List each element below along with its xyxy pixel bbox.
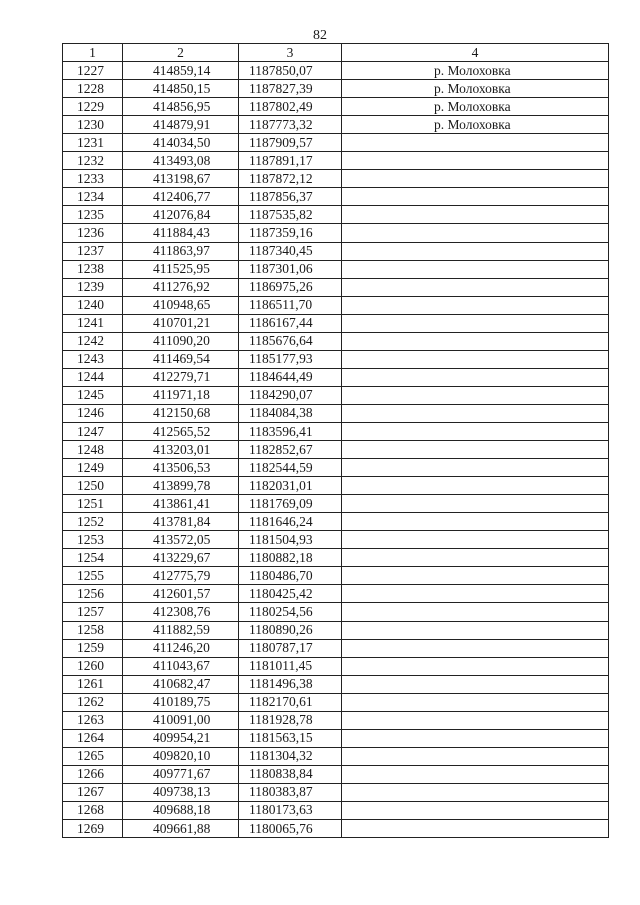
description-cell — [342, 495, 609, 513]
description-cell — [342, 350, 609, 368]
x-coordinate-cell: 409738,13 — [123, 783, 239, 801]
table-row — [63, 170, 609, 188]
point-number-cell: 1266 — [63, 765, 123, 783]
table-row — [63, 549, 609, 567]
point-number-cell: 1264 — [63, 729, 123, 747]
description-cell: р. Молоховка — [342, 116, 609, 134]
x-coordinate-cell: 413781,84 — [123, 513, 239, 531]
description-cell — [342, 531, 609, 549]
column-header-4: 4 — [342, 44, 609, 62]
x-coordinate-cell: 412076,84 — [123, 206, 239, 224]
point-number-cell: 1257 — [63, 603, 123, 621]
y-coordinate-cell: 1186975,26 — [239, 278, 342, 296]
description-cell — [342, 585, 609, 603]
table-row — [63, 242, 609, 260]
x-coordinate-cell: 411043,67 — [123, 657, 239, 675]
table-row — [63, 765, 609, 783]
column-header-2: 2 — [123, 44, 239, 62]
table-row — [63, 206, 609, 224]
table-row — [63, 116, 609, 134]
point-number-cell: 1238 — [63, 260, 123, 278]
point-number-cell: 1244 — [63, 368, 123, 386]
description-cell — [342, 693, 609, 711]
table-row — [63, 224, 609, 242]
x-coordinate-cell: 409661,88 — [123, 820, 239, 838]
description-cell — [342, 332, 609, 350]
description-cell — [342, 567, 609, 585]
description-cell — [342, 278, 609, 296]
point-number-cell: 1232 — [63, 152, 123, 170]
x-coordinate-cell: 414879,91 — [123, 116, 239, 134]
y-coordinate-cell: 1187359,16 — [239, 224, 342, 242]
description-cell — [342, 404, 609, 422]
x-coordinate-cell: 409954,21 — [123, 729, 239, 747]
point-number-cell: 1242 — [63, 332, 123, 350]
description-cell — [342, 368, 609, 386]
x-coordinate-cell: 414856,95 — [123, 98, 239, 116]
table-row — [63, 368, 609, 386]
point-number-cell: 1249 — [63, 459, 123, 477]
table-row — [63, 693, 609, 711]
x-coordinate-cell: 413572,05 — [123, 531, 239, 549]
point-number-cell: 1262 — [63, 693, 123, 711]
x-coordinate-cell: 414850,15 — [123, 80, 239, 98]
y-coordinate-cell: 1187891,17 — [239, 152, 342, 170]
description-cell — [342, 206, 609, 224]
point-number-cell: 1231 — [63, 134, 123, 152]
description-cell — [342, 711, 609, 729]
y-coordinate-cell: 1187850,07 — [239, 62, 342, 80]
y-coordinate-cell: 1180787,17 — [239, 639, 342, 657]
table-row — [63, 747, 609, 765]
table-row — [63, 278, 609, 296]
y-coordinate-cell: 1187856,37 — [239, 188, 342, 206]
point-number-cell: 1260 — [63, 657, 123, 675]
table-row — [63, 711, 609, 729]
table-row — [63, 729, 609, 747]
x-coordinate-cell: 413229,67 — [123, 549, 239, 567]
x-coordinate-cell: 412150,68 — [123, 404, 239, 422]
point-number-cell: 1229 — [63, 98, 123, 116]
y-coordinate-cell: 1187827,39 — [239, 80, 342, 98]
point-number-cell: 1234 — [63, 188, 123, 206]
table-row — [63, 657, 609, 675]
y-coordinate-cell: 1181769,09 — [239, 495, 342, 513]
x-coordinate-cell: 413861,41 — [123, 495, 239, 513]
x-coordinate-cell: 411863,97 — [123, 242, 239, 260]
y-coordinate-cell: 1181504,93 — [239, 531, 342, 549]
table-row — [63, 80, 609, 98]
y-coordinate-cell: 1180383,87 — [239, 783, 342, 801]
description-cell — [342, 603, 609, 621]
x-coordinate-cell: 410189,75 — [123, 693, 239, 711]
y-coordinate-cell: 1182031,01 — [239, 477, 342, 495]
description-cell: р. Молоховка — [342, 62, 609, 80]
x-coordinate-cell: 412279,71 — [123, 368, 239, 386]
x-coordinate-cell: 411882,59 — [123, 621, 239, 639]
coordinates-table — [62, 43, 609, 838]
y-coordinate-cell: 1184084,38 — [239, 404, 342, 422]
table-row — [63, 585, 609, 603]
x-coordinate-cell: 411525,95 — [123, 260, 239, 278]
y-coordinate-cell: 1184644,49 — [239, 368, 342, 386]
y-coordinate-cell: 1187340,45 — [239, 242, 342, 260]
x-coordinate-cell: 412601,57 — [123, 585, 239, 603]
y-coordinate-cell: 1180838,84 — [239, 765, 342, 783]
point-number-cell: 1239 — [63, 278, 123, 296]
description-cell — [342, 801, 609, 819]
description-cell — [342, 747, 609, 765]
table-row — [63, 801, 609, 819]
point-number-cell: 1252 — [63, 513, 123, 531]
table-row — [63, 441, 609, 459]
y-coordinate-cell: 1180486,70 — [239, 567, 342, 585]
x-coordinate-cell: 414859,14 — [123, 62, 239, 80]
y-coordinate-cell: 1187909,57 — [239, 134, 342, 152]
description-cell — [342, 621, 609, 639]
y-coordinate-cell: 1180882,18 — [239, 549, 342, 567]
x-coordinate-cell: 409820,10 — [123, 747, 239, 765]
x-coordinate-cell: 411276,92 — [123, 278, 239, 296]
y-coordinate-cell: 1182544,59 — [239, 459, 342, 477]
table-row — [63, 603, 609, 621]
point-number-cell: 1236 — [63, 224, 123, 242]
description-cell — [342, 422, 609, 440]
y-coordinate-cell: 1187802,49 — [239, 98, 342, 116]
y-coordinate-cell: 1187872,12 — [239, 170, 342, 188]
table-row — [63, 477, 609, 495]
x-coordinate-cell: 413203,01 — [123, 441, 239, 459]
x-coordinate-cell: 411469,54 — [123, 350, 239, 368]
description-cell — [342, 170, 609, 188]
x-coordinate-cell: 411090,20 — [123, 332, 239, 350]
y-coordinate-cell: 1183596,41 — [239, 422, 342, 440]
table-row — [63, 98, 609, 116]
point-number-cell: 1255 — [63, 567, 123, 585]
description-cell — [342, 296, 609, 314]
y-coordinate-cell: 1187773,32 — [239, 116, 342, 134]
x-coordinate-cell: 410701,21 — [123, 314, 239, 332]
table-row — [63, 260, 609, 278]
x-coordinate-cell: 413493,08 — [123, 152, 239, 170]
description-cell — [342, 639, 609, 657]
point-number-cell: 1259 — [63, 639, 123, 657]
table-row — [63, 296, 609, 314]
x-coordinate-cell: 414034,50 — [123, 134, 239, 152]
y-coordinate-cell: 1181304,32 — [239, 747, 342, 765]
column-header-1: 1 — [63, 44, 123, 62]
y-coordinate-cell: 1181011,45 — [239, 657, 342, 675]
table-row — [63, 513, 609, 531]
table-row — [63, 567, 609, 585]
table-row — [63, 639, 609, 657]
x-coordinate-cell: 409688,18 — [123, 801, 239, 819]
description-cell — [342, 459, 609, 477]
y-coordinate-cell: 1180254,56 — [239, 603, 342, 621]
description-cell — [342, 820, 609, 838]
description-cell: р. Молоховка — [342, 80, 609, 98]
x-coordinate-cell: 412406,77 — [123, 188, 239, 206]
point-number-cell: 1261 — [63, 675, 123, 693]
x-coordinate-cell: 413506,53 — [123, 459, 239, 477]
y-coordinate-cell: 1180425,42 — [239, 585, 342, 603]
description-cell — [342, 314, 609, 332]
table-row — [63, 495, 609, 513]
table-row — [63, 62, 609, 80]
x-coordinate-cell: 411884,43 — [123, 224, 239, 242]
point-number-cell: 1253 — [63, 531, 123, 549]
description-cell — [342, 152, 609, 170]
description-cell — [342, 260, 609, 278]
description-cell — [342, 242, 609, 260]
description-cell — [342, 657, 609, 675]
y-coordinate-cell: 1180890,26 — [239, 621, 342, 639]
table-row — [63, 621, 609, 639]
table-row — [63, 314, 609, 332]
page-number: 82 — [313, 28, 327, 43]
description-cell — [342, 441, 609, 459]
y-coordinate-cell: 1185676,64 — [239, 332, 342, 350]
point-number-cell: 1235 — [63, 206, 123, 224]
point-number-cell: 1237 — [63, 242, 123, 260]
y-coordinate-cell: 1182852,67 — [239, 441, 342, 459]
point-number-cell: 1254 — [63, 549, 123, 567]
description-cell — [342, 513, 609, 531]
table-row — [63, 188, 609, 206]
point-number-cell: 1241 — [63, 314, 123, 332]
y-coordinate-cell: 1180065,76 — [239, 820, 342, 838]
y-coordinate-cell: 1182170,61 — [239, 693, 342, 711]
x-coordinate-cell: 412775,79 — [123, 567, 239, 585]
table-row — [63, 332, 609, 350]
point-number-cell: 1245 — [63, 386, 123, 404]
description-cell — [342, 134, 609, 152]
x-coordinate-cell: 410682,47 — [123, 675, 239, 693]
x-coordinate-cell: 412308,76 — [123, 603, 239, 621]
description-cell — [342, 224, 609, 242]
point-number-cell: 1233 — [63, 170, 123, 188]
y-coordinate-cell: 1181496,38 — [239, 675, 342, 693]
y-coordinate-cell: 1186511,70 — [239, 296, 342, 314]
description-cell — [342, 386, 609, 404]
table-row — [63, 134, 609, 152]
table-row — [63, 459, 609, 477]
point-number-cell: 1251 — [63, 495, 123, 513]
x-coordinate-cell: 410948,65 — [123, 296, 239, 314]
x-coordinate-cell: 410091,00 — [123, 711, 239, 729]
point-number-cell: 1243 — [63, 350, 123, 368]
table-row — [63, 422, 609, 440]
table-row — [63, 350, 609, 368]
point-number-cell: 1269 — [63, 820, 123, 838]
point-number-cell: 1227 — [63, 62, 123, 80]
point-number-cell: 1248 — [63, 441, 123, 459]
point-number-cell: 1265 — [63, 747, 123, 765]
point-number-cell: 1267 — [63, 783, 123, 801]
point-number-cell: 1240 — [63, 296, 123, 314]
y-coordinate-cell: 1184290,07 — [239, 386, 342, 404]
y-coordinate-cell: 1187301,06 — [239, 260, 342, 278]
table-row — [63, 675, 609, 693]
x-coordinate-cell: 411971,18 — [123, 386, 239, 404]
description-cell — [342, 783, 609, 801]
y-coordinate-cell: 1185177,93 — [239, 350, 342, 368]
point-number-cell: 1268 — [63, 801, 123, 819]
y-coordinate-cell: 1180173,63 — [239, 801, 342, 819]
point-number-cell: 1258 — [63, 621, 123, 639]
point-number-cell: 1250 — [63, 477, 123, 495]
x-coordinate-cell: 413198,67 — [123, 170, 239, 188]
description-cell — [342, 675, 609, 693]
y-coordinate-cell: 1186167,44 — [239, 314, 342, 332]
y-coordinate-cell: 1181928,78 — [239, 711, 342, 729]
table-row — [63, 820, 609, 838]
x-coordinate-cell: 411246,20 — [123, 639, 239, 657]
x-coordinate-cell: 413899,78 — [123, 477, 239, 495]
column-header-3: 3 — [239, 44, 342, 62]
table-header-row — [63, 44, 609, 62]
y-coordinate-cell: 1181563,15 — [239, 729, 342, 747]
table-row — [63, 386, 609, 404]
table-row — [63, 404, 609, 422]
point-number-cell: 1230 — [63, 116, 123, 134]
description-cell — [342, 765, 609, 783]
point-number-cell: 1246 — [63, 404, 123, 422]
point-number-cell: 1247 — [63, 422, 123, 440]
description-cell — [342, 729, 609, 747]
x-coordinate-cell: 409771,67 — [123, 765, 239, 783]
point-number-cell: 1228 — [63, 80, 123, 98]
y-coordinate-cell: 1181646,24 — [239, 513, 342, 531]
description-cell — [342, 477, 609, 495]
y-coordinate-cell: 1187535,82 — [239, 206, 342, 224]
table-row — [63, 783, 609, 801]
table-body — [63, 62, 609, 838]
table-row — [63, 531, 609, 549]
point-number-cell: 1256 — [63, 585, 123, 603]
table-row — [63, 152, 609, 170]
description-cell: р. Молоховка — [342, 98, 609, 116]
description-cell — [342, 188, 609, 206]
description-cell — [342, 549, 609, 567]
x-coordinate-cell: 412565,52 — [123, 422, 239, 440]
point-number-cell: 1263 — [63, 711, 123, 729]
